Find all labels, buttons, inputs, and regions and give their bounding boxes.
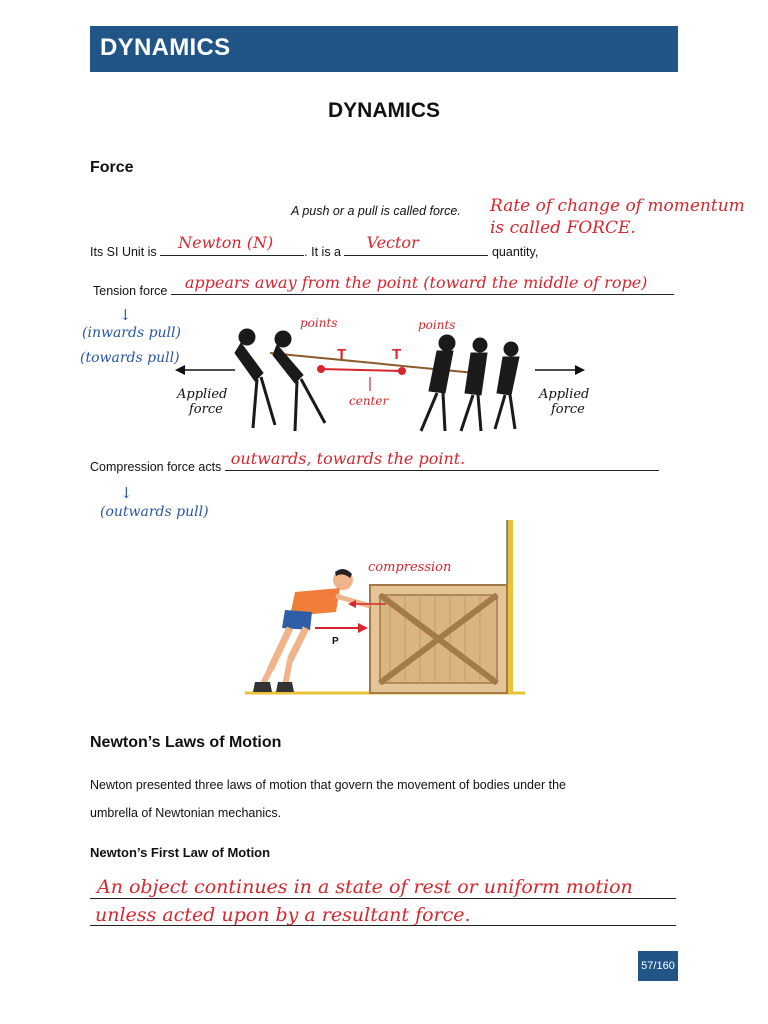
page-title: DYNAMICS [327, 99, 440, 122]
force-definition: A push or a pull is called force. [291, 204, 461, 218]
vector-answer: Vector [366, 233, 419, 252]
points-right-label: points [418, 318, 456, 332]
first-law-heading: Newton’s First Law of Motion [90, 845, 271, 860]
left-applied-label-2: force [189, 402, 223, 417]
si-blank [160, 233, 304, 256]
first-law-answer-1: An object continues in a state of rest or uniform motion [97, 876, 633, 898]
right-applied-label-1: Applied [539, 387, 590, 402]
tension-label: Tension force [93, 284, 168, 298]
si-prefix: Its SI Unit is [90, 245, 157, 259]
tug-of-war-figure [175, 313, 595, 440]
tension-t-left: T [337, 346, 347, 363]
newton-para-line1: Newton presented three laws of motion that govern the movement of bodies under the [90, 778, 566, 792]
down-arrow-icon: ↓ [119, 306, 132, 324]
page-number: 57/160 [638, 951, 678, 981]
si-answer: Newton (N) [178, 233, 274, 252]
down-arrow-icon-2: ↓ [120, 484, 133, 502]
right-arrowhead-icon [575, 365, 585, 375]
compression-answer: outwards, towards the point. [230, 449, 466, 468]
tension-t-right: T [392, 346, 402, 363]
left-team-figures [235, 329, 325, 431]
left-arrowhead-icon [175, 365, 185, 375]
first-law-blank-1 [90, 898, 676, 899]
tension-line [93, 273, 674, 298]
compression-blank [225, 449, 659, 471]
si-unit-line [90, 233, 539, 259]
header-bar [90, 26, 678, 72]
tension-side-note-1: (inwards pull) [82, 325, 181, 341]
points-left-label: points [300, 316, 338, 330]
right-team-figures [421, 335, 519, 431]
vector-blank [344, 233, 488, 256]
header-title: DYNAMICS [100, 34, 231, 61]
left-applied-label-1: Applied [177, 387, 228, 402]
push-arrowhead-icon [358, 623, 368, 633]
si-suffix: quantity, [491, 245, 539, 259]
right-applied-label-2: force [551, 402, 585, 417]
right-point-dot [398, 367, 406, 375]
newton-para-line2: umbrella of Newtonian mechanics. [90, 806, 282, 820]
left-point-dot [317, 365, 325, 373]
center-label: center [349, 394, 389, 408]
tension-answer: appears away from the point (toward the middle of rope) [184, 273, 648, 292]
compression-annotation: compression [368, 560, 452, 575]
force-heading: Force [90, 159, 134, 176]
crate [370, 585, 507, 693]
tension-blank [171, 273, 674, 295]
compression-label: Compression force acts [90, 460, 222, 474]
handwritten-note-line2: is called FORCE. [490, 218, 636, 238]
pushing-person [253, 569, 370, 692]
compression-figure [240, 510, 530, 700]
si-middle: . It is a [304, 245, 341, 259]
compression-line [90, 449, 659, 474]
newton-heading: Newton’s Laws of Motion [90, 734, 282, 751]
tension-side-note-2: (towards pull) [80, 350, 180, 366]
handwritten-note-line1: Rate of change of momentum [490, 196, 745, 216]
first-law-answer-2: unless acted upon by a resultant force. [95, 904, 471, 926]
tension-arrow-line [320, 369, 402, 371]
compression-side-note: (outwards pull) [100, 504, 209, 520]
push-vector-label: P [332, 636, 339, 647]
